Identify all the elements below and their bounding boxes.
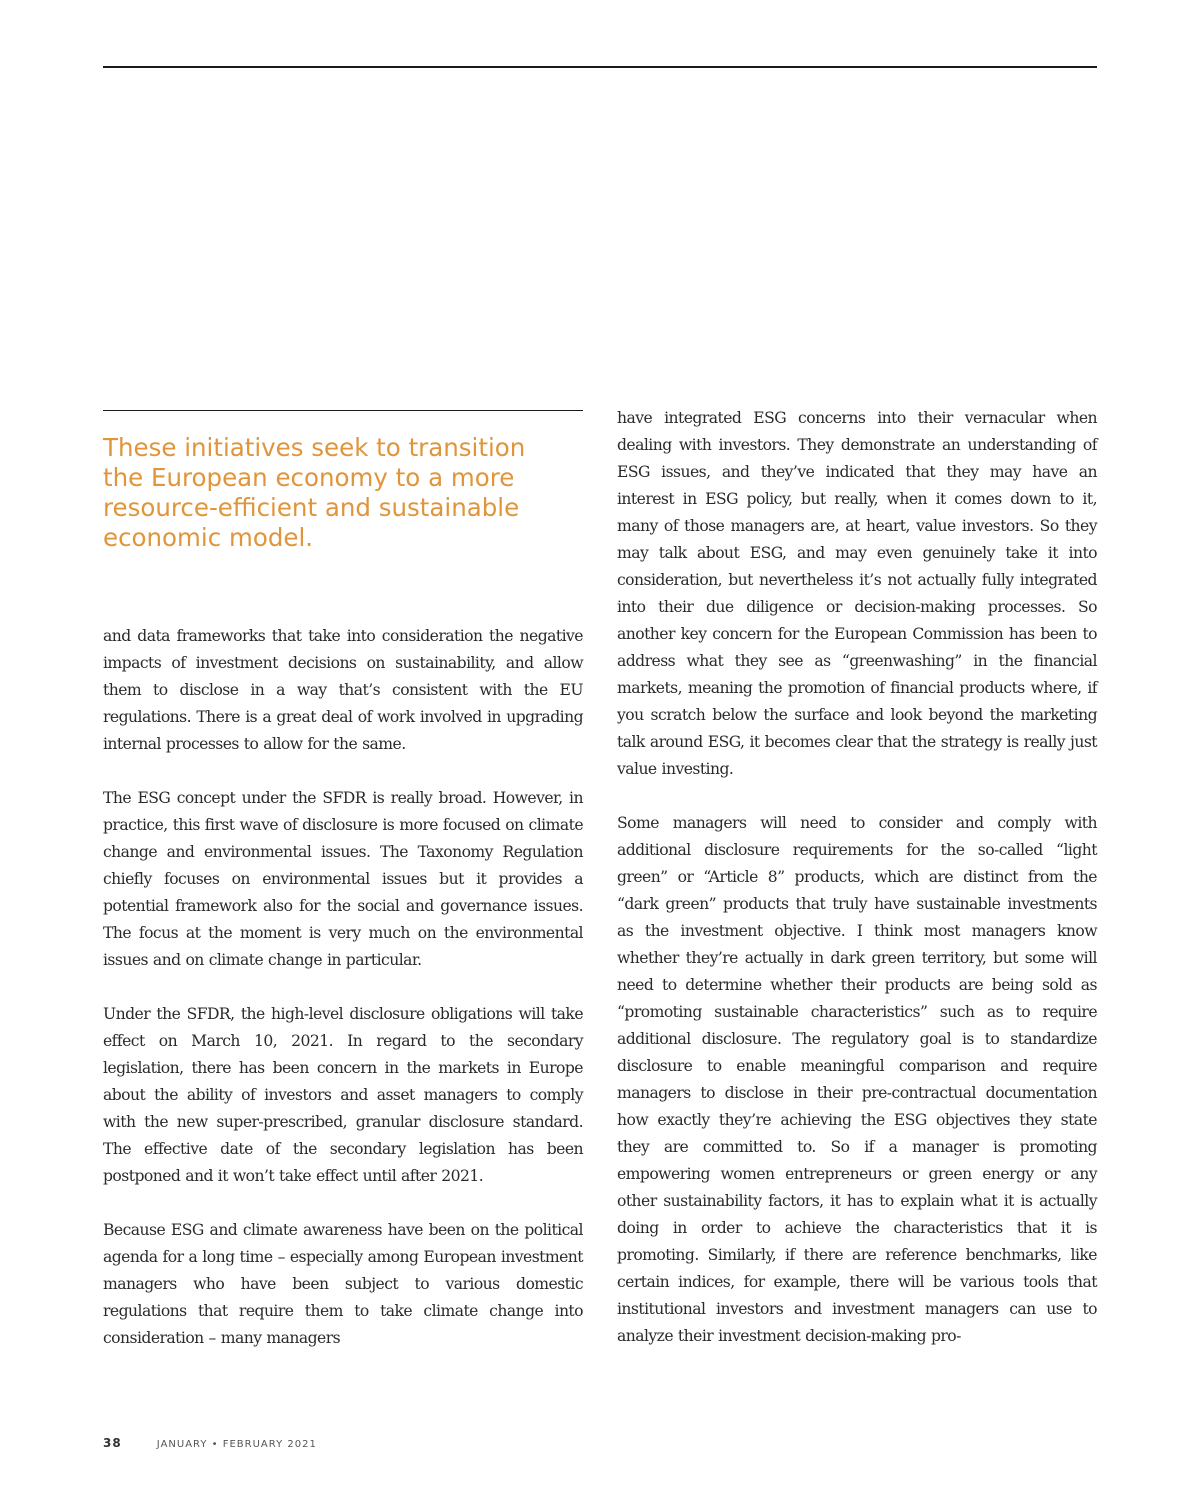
page-footer bbox=[103, 1432, 317, 1451]
paragraph: Under the SFDR, the high-level disclosure obligations will take effect on March 10, 2021. In regard to the secondary legislation, there has been concern in the markets in Europe about the ability of investors and asset managers to comply with the new super-prescribed, granular disclosure standard. The effective date of the secondary legislation has been postponed and it won’t take effect until after 2021. bbox=[103, 1005, 583, 1185]
paragraph: and data frameworks that take into consideration the negative impacts of investment decisions on sustainability, and allow them to disclose in a way that’s consistent with the EU regulations. There is a great deal of work involved in upgrading internal processes to allow for the same. bbox=[103, 627, 583, 753]
paragraph: Because ESG and climate awareness have been on the political agenda for a long time – especially among European investment managers who have been subject to various domestic regulations that require them to take climate change into consideration – many managers bbox=[103, 1221, 583, 1347]
page-number: 38 bbox=[103, 1436, 122, 1450]
right-column bbox=[617, 405, 1097, 1377]
paragraph: The ESG concept under the SFDR is really broad. However, in practice, this first wave of disclosure is more focused on climate change and environmental issues. The Taxonomy Regulation chiefly focuses on environmental issues but it provides a potential framework also for the social and governance issues. The focus at the moment is very much on the environmental issues and on climate change in particular. bbox=[103, 789, 583, 969]
top-rule bbox=[103, 66, 1097, 68]
issue-date: JANUARY • FEBRUARY 2021 bbox=[156, 1439, 317, 1450]
left-paragraphs bbox=[103, 623, 583, 1352]
pull-quote: These initiatives seek to transition the European economy to a more resource-efficient and sustainable economic model. bbox=[103, 433, 526, 552]
paragraph: Some managers will need to consider and comply with additional disclosure requirements for the so-called “light green” or “Article 8” products, which are distinct from the “dark green” products that truly have sustainable investments as the investment objective. I think most managers know whether they’re actually in dark green territory, but some will need to determine whether their products are being sold as “promoting sustainable characteristics” such as to require additional disclosure. The regulatory goal is to standardize disclosure to enable meaningful comparison and require managers to disclose in their pre-contractual documentation how exactly they’re achieving the ESG objectives they state they are committed to. So if a manager is promoting empowering women entrepreneurs or green energy or any other sustainability factors, it has to explain what it is actually doing in order to achieve the characteristics that it is promoting. Similarly, if there are reference benchmarks, like certain indices, for example, there will be various tools that institutional investors and investment managers can use to analyze their investment decision-making pro- bbox=[617, 814, 1097, 1345]
paragraph: have integrated ESG concerns into their vernacular when dealing with investors. They demonstrate an understanding of ESG issues, and they’ve indicated that they may have an interest in ESG policy, but really, when it comes down to it, many of those managers are, at heart, value investors. So they may talk about ESG, and may even genuinely take it into consideration, but nevertheless it’s not actually fully integrated into their due diligence or decision-making processes. So another key concern for the European Commission has been to address what they see as “greenwashing” in the financial markets, meaning the promotion of financial products where, if you scratch below the surface and look beyond the marketing talk around ESG, it becomes clear that the strategy is really just value investing. bbox=[617, 409, 1097, 778]
left-column bbox=[103, 410, 583, 1379]
pull-quote-rule bbox=[103, 410, 583, 411]
